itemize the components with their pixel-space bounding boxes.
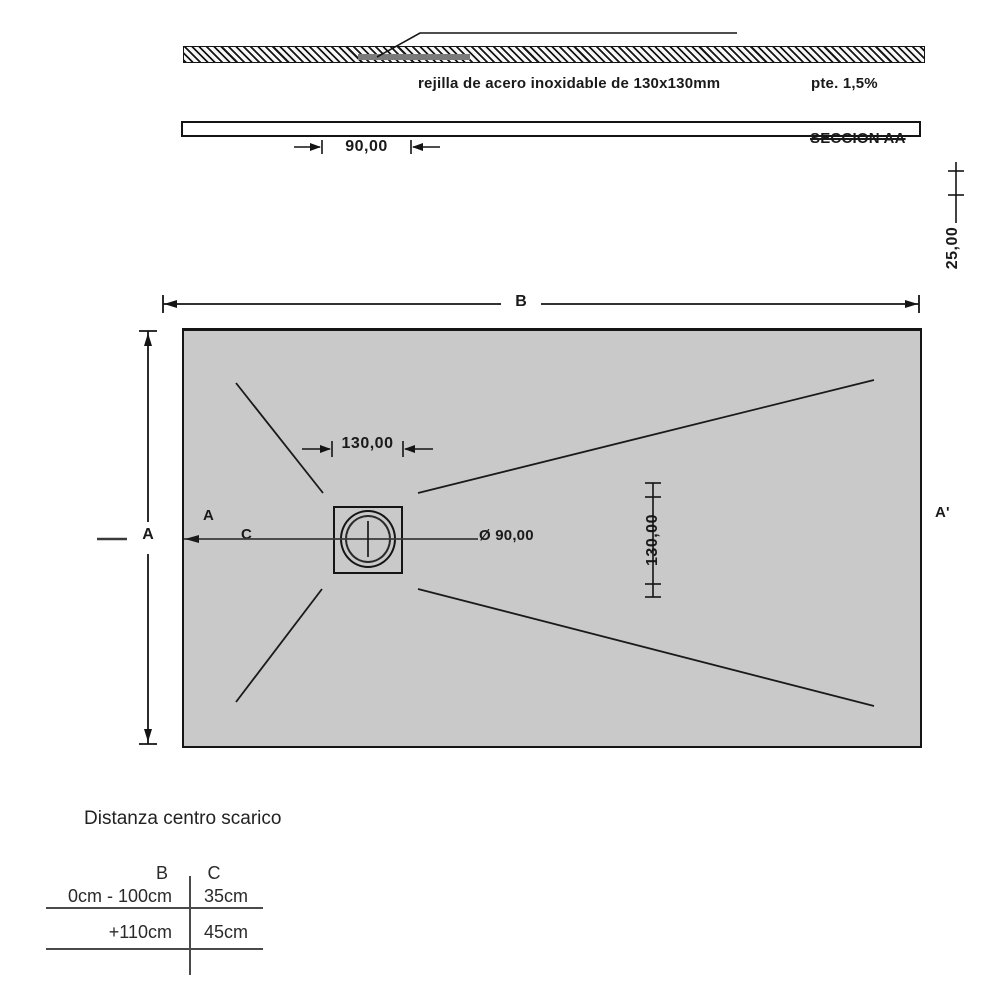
section-tray-hatched-body <box>183 46 925 63</box>
section-drain-depression <box>358 54 470 60</box>
table-row2-b: +110cm <box>108 922 172 942</box>
grate-note-label: rejilla de acero inoxidable de 130x130mm <box>418 75 721 92</box>
table-col-c-header: C <box>207 863 221 883</box>
arrowhead <box>412 143 423 151</box>
center-distance-label: C <box>241 526 253 543</box>
arrowhead <box>144 333 152 346</box>
shower-tray-outline <box>182 328 922 748</box>
arrowhead <box>310 143 321 151</box>
arrowhead <box>905 300 918 308</box>
arrowhead <box>164 300 177 308</box>
section-drain-width-dim: 90,00 <box>345 138 388 155</box>
table-col-b-header: B <box>155 863 168 883</box>
table-rule-2 <box>46 948 263 950</box>
table-rule-1 <box>46 907 263 909</box>
drain-diameter-dim: Ø 90,00 <box>479 527 534 544</box>
plan-b-dimension <box>163 295 919 313</box>
table-row2-c: 45cm <box>204 922 249 942</box>
plan-height-dim-label: A <box>142 526 154 543</box>
section-25-dimension <box>948 162 964 223</box>
table-vertical-divider <box>189 876 191 975</box>
table-row1-c: 35cm <box>204 886 249 906</box>
arrowhead <box>144 729 152 742</box>
section-line-start-label: A <box>203 507 215 524</box>
section-title-label: SECCION AA <box>810 130 906 147</box>
drain-size-dim-top: 130,00 <box>341 435 394 452</box>
slope-note-label: pte. 1,5% <box>811 75 878 92</box>
plan-width-dim-label: B <box>515 293 527 310</box>
section-line-end-label: A' <box>935 504 950 521</box>
table-row1-b: 0cm - 100cm <box>67 886 172 906</box>
technical-drawing-page: rejilla de acero inoxidable de 130x130mm pte. 1,5% SECCION AA 90,00 25,00 B A A C Ø 90,00 A' 130,00 130,00 Distanza centro scarico B C 0cm - 100cm 35cm +110cm 45cm <box>0 0 1000 1000</box>
drain-circle-inner <box>345 515 391 563</box>
table-title: Distanza centro scarico <box>84 808 282 829</box>
